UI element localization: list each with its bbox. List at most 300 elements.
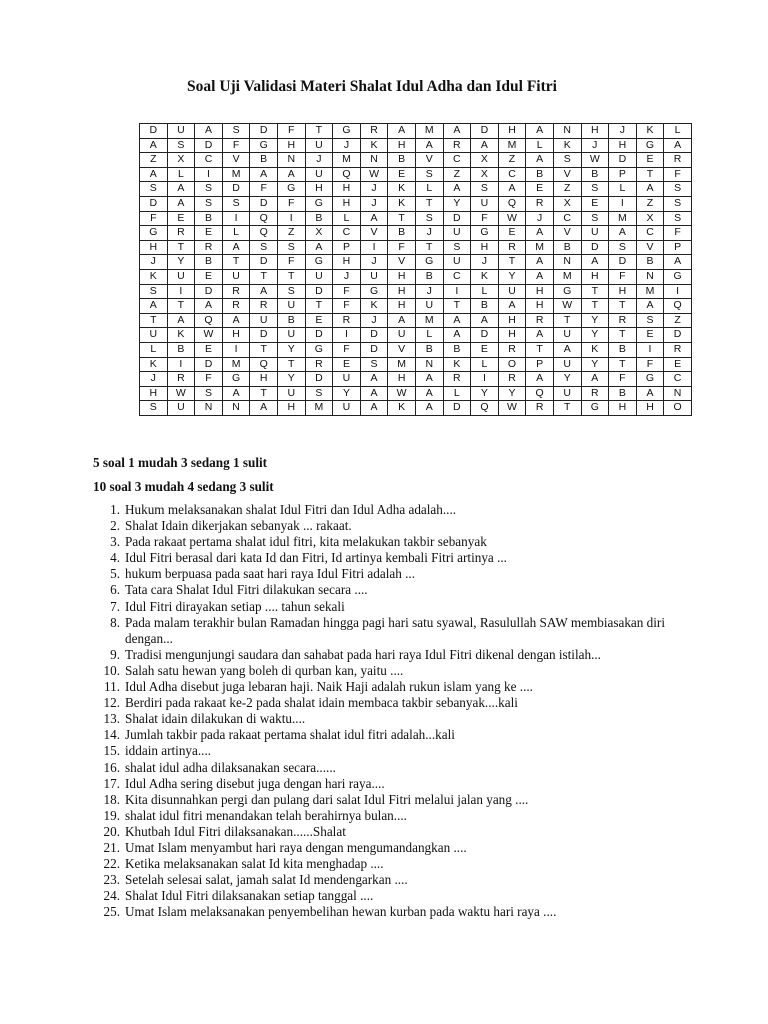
question-item — [95, 502, 685, 518]
grid-cell: S — [360, 357, 388, 372]
grid-cell: A — [222, 386, 250, 401]
grid-cell: C — [195, 153, 223, 168]
grid-cell: T — [305, 299, 333, 314]
grid-cell: M — [636, 284, 664, 299]
grid-cell: H — [333, 196, 361, 211]
question-text: Shalat Idul Fitri dilaksanakan setiap tanggal .... — [125, 888, 374, 904]
question-item — [95, 599, 685, 615]
grid-row — [140, 196, 692, 211]
grid-row — [140, 226, 692, 241]
grid-cell: E — [471, 342, 499, 357]
question-item — [95, 695, 685, 711]
grid-cell: R — [360, 124, 388, 139]
grid-cell: E — [305, 313, 333, 328]
grid-cell: C — [664, 372, 692, 387]
grid-cell: R — [195, 240, 223, 255]
grid-row — [140, 299, 692, 314]
grid-cell: H — [277, 138, 305, 153]
section-heading-5-soal: 5 soal 1 mudah 3 sedang 1 sulit — [93, 455, 268, 470]
grid-cell: J — [609, 124, 637, 139]
question-number: 5. — [110, 566, 120, 582]
question-number: 12. — [103, 695, 120, 711]
grid-cell: A — [415, 372, 443, 387]
grid-cell: S — [471, 182, 499, 197]
grid-cell: S — [664, 182, 692, 197]
grid-cell: X — [167, 153, 195, 168]
grid-cell: R — [498, 240, 526, 255]
grid-row — [140, 138, 692, 153]
grid-cell: F — [664, 167, 692, 182]
grid-cell: H — [581, 269, 609, 284]
grid-cell: R — [526, 313, 554, 328]
grid-cell: B — [195, 211, 223, 226]
grid-cell: D — [305, 372, 333, 387]
grid-cell: H — [388, 299, 416, 314]
grid-cell: A — [636, 386, 664, 401]
grid-cell: B — [636, 255, 664, 270]
grid-cell: D — [609, 153, 637, 168]
grid-cell: Y — [581, 313, 609, 328]
grid-cell: R — [581, 386, 609, 401]
grid-cell: R — [167, 372, 195, 387]
grid-cell: E — [636, 328, 664, 343]
question-item — [95, 872, 685, 888]
grid-cell: S — [305, 386, 333, 401]
grid-cell: B — [250, 153, 278, 168]
question-text: Umat Islam menyambut hari raya dengan mengumandangkan .... — [125, 839, 467, 855]
grid-cell: S — [664, 211, 692, 226]
grid-cell: H — [250, 372, 278, 387]
grid-cell: A — [443, 328, 471, 343]
grid-cell: A — [222, 240, 250, 255]
grid-cell: I — [222, 342, 250, 357]
grid-cell: K — [388, 182, 416, 197]
grid-cell: Q — [250, 357, 278, 372]
grid-cell: Z — [443, 167, 471, 182]
grid-cell: B — [609, 342, 637, 357]
grid-cell: A — [250, 401, 278, 416]
question-text: Shalat idain dilakukan di waktu.... — [125, 711, 306, 727]
grid-cell: S — [609, 240, 637, 255]
grid-cell: R — [664, 153, 692, 168]
grid-cell: A — [443, 313, 471, 328]
grid-cell: T — [443, 299, 471, 314]
grid-cell: Y — [443, 196, 471, 211]
grid-cell: X — [636, 211, 664, 226]
grid-cell: N — [195, 401, 223, 416]
question-number: 4. — [110, 550, 120, 566]
grid-cell: A — [443, 182, 471, 197]
grid-cell: U — [553, 386, 581, 401]
grid-cell: T — [609, 328, 637, 343]
grid-cell: A — [581, 255, 609, 270]
grid-cell: J — [360, 255, 388, 270]
grid-cell: U — [443, 255, 471, 270]
grid-cell: R — [167, 226, 195, 241]
grid-cell: T — [250, 386, 278, 401]
question-item — [95, 824, 685, 840]
grid-row — [140, 167, 692, 182]
grid-cell: R — [498, 342, 526, 357]
grid-cell: J — [415, 226, 443, 241]
grid-cell: C — [333, 226, 361, 241]
grid-cell: C — [498, 167, 526, 182]
grid-cell: H — [526, 299, 554, 314]
grid-cell: A — [140, 299, 168, 314]
grid-cell: U — [498, 284, 526, 299]
grid-cell: C — [443, 153, 471, 168]
grid-cell: D — [360, 342, 388, 357]
grid-cell: B — [195, 255, 223, 270]
grid-cell: R — [609, 313, 637, 328]
grid-cell: E — [167, 211, 195, 226]
grid-cell: T — [526, 342, 554, 357]
grid-cell: N — [277, 153, 305, 168]
grid-cell: H — [636, 401, 664, 416]
grid-cell: A — [664, 138, 692, 153]
grid-cell: A — [167, 313, 195, 328]
question-number: 21. — [103, 839, 120, 855]
grid-cell: D — [140, 124, 168, 139]
grid-cell: A — [222, 313, 250, 328]
grid-cell: D — [140, 196, 168, 211]
grid-cell: H — [498, 313, 526, 328]
grid-cell: J — [360, 182, 388, 197]
question-item — [95, 615, 685, 647]
grid-cell: S — [167, 138, 195, 153]
grid-cell: U — [415, 299, 443, 314]
grid-cell: H — [277, 401, 305, 416]
grid-cell: W — [498, 211, 526, 226]
question-text: Pada rakaat pertama shalat idul fitri, kita melakukan takbir sebanyak — [125, 534, 487, 550]
grid-row — [140, 372, 692, 387]
grid-cell: T — [609, 357, 637, 372]
grid-cell: L — [609, 182, 637, 197]
grid-row — [140, 342, 692, 357]
question-item — [95, 776, 685, 792]
grid-cell: H — [305, 182, 333, 197]
grid-cell: W — [195, 328, 223, 343]
grid-cell: A — [498, 182, 526, 197]
grid-cell: K — [388, 401, 416, 416]
grid-cell: Y — [498, 269, 526, 284]
question-text: Hukum melaksanakan shalat Idul Fitri dan Idul Adha adalah.... — [125, 502, 457, 517]
grid-cell: T — [415, 240, 443, 255]
question-item — [95, 711, 685, 727]
grid-cell: Y — [581, 328, 609, 343]
grid-cell: U — [553, 357, 581, 372]
grid-cell: T — [553, 401, 581, 416]
grid-cell: R — [526, 401, 554, 416]
grid-cell: T — [140, 313, 168, 328]
grid-cell: K — [636, 124, 664, 139]
question-number: 6. — [110, 582, 120, 598]
grid-cell: G — [415, 255, 443, 270]
grid-cell: A — [581, 372, 609, 387]
grid-cell: D — [305, 328, 333, 343]
grid-cell: K — [360, 299, 388, 314]
grid-cell: R — [498, 372, 526, 387]
grid-cell: S — [636, 313, 664, 328]
grid-cell: F — [333, 299, 361, 314]
grid-cell: T — [636, 167, 664, 182]
grid-cell: V — [415, 153, 443, 168]
grid-cell: J — [333, 138, 361, 153]
page-title — [0, 78, 768, 96]
grid-cell: W — [388, 386, 416, 401]
question-number: 24. — [103, 888, 120, 904]
question-item — [95, 566, 685, 582]
question-number: 16. — [103, 759, 120, 775]
grid-cell: A — [415, 386, 443, 401]
grid-cell: T — [277, 269, 305, 284]
question-item — [95, 840, 685, 856]
grid-cell: L — [526, 138, 554, 153]
grid-cell: A — [415, 401, 443, 416]
grid-cell: L — [333, 211, 361, 226]
grid-cell: W — [360, 167, 388, 182]
grid-cell: K — [167, 328, 195, 343]
grid-cell: D — [195, 138, 223, 153]
grid-cell: T — [167, 299, 195, 314]
grid-cell: G — [305, 196, 333, 211]
grid-cell: D — [443, 401, 471, 416]
grid-cell: Z — [498, 153, 526, 168]
grid-cell: I — [195, 167, 223, 182]
grid-cell: L — [222, 226, 250, 241]
grid-cell: S — [195, 182, 223, 197]
grid-cell: U — [305, 269, 333, 284]
grid-cell: U — [471, 196, 499, 211]
grid-cell: F — [277, 196, 305, 211]
grid-row — [140, 284, 692, 299]
grid-cell: R — [250, 299, 278, 314]
grid-cell: J — [140, 255, 168, 270]
grid-cell: O — [664, 401, 692, 416]
grid-cell: S — [140, 182, 168, 197]
grid-cell: K — [471, 269, 499, 284]
grid-cell: B — [415, 269, 443, 284]
question-number: 15. — [103, 743, 120, 759]
grid-cell: A — [360, 211, 388, 226]
grid-cell: K — [581, 342, 609, 357]
grid-cell: D — [250, 255, 278, 270]
question-number: 11. — [104, 679, 120, 695]
grid-cell: A — [360, 386, 388, 401]
grid-cell: G — [664, 269, 692, 284]
grid-cell: U — [250, 313, 278, 328]
grid-cell: A — [305, 240, 333, 255]
question-number: 10. — [103, 662, 120, 678]
grid-cell: F — [471, 211, 499, 226]
question-text: Tradisi mengunjungi saudara dan sahabat pada hari raya Idul Fitri dikenal dengan istilah... — [125, 646, 601, 662]
grid-cell: F — [195, 372, 223, 387]
grid-cell: J — [415, 284, 443, 299]
grid-cell: S — [222, 124, 250, 139]
grid-cell: U — [305, 138, 333, 153]
grid-cell: I — [443, 284, 471, 299]
grid-cell: K — [360, 138, 388, 153]
grid-cell: U — [360, 269, 388, 284]
grid-cell: T — [305, 124, 333, 139]
grid-cell: F — [222, 138, 250, 153]
question-number: 17. — [103, 775, 120, 791]
grid-cell: Z — [277, 226, 305, 241]
grid-cell: V — [553, 167, 581, 182]
grid-cell: T — [553, 313, 581, 328]
grid-cell: J — [581, 138, 609, 153]
grid-cell: S — [140, 401, 168, 416]
grid-cell: L — [443, 386, 471, 401]
grid-cell: F — [140, 211, 168, 226]
grid-cell: Q — [195, 313, 223, 328]
grid-cell: M — [553, 269, 581, 284]
grid-cell: S — [195, 386, 223, 401]
grid-cell: P — [664, 240, 692, 255]
grid-cell: H — [498, 124, 526, 139]
grid-cell: R — [443, 372, 471, 387]
grid-cell: A — [388, 124, 416, 139]
grid-cell: Q — [333, 167, 361, 182]
grid-cell: F — [277, 255, 305, 270]
grid-cell: M — [526, 240, 554, 255]
grid-cell: G — [553, 284, 581, 299]
grid-cell: E — [195, 269, 223, 284]
question-number: 19. — [103, 807, 120, 823]
grid-cell: M — [222, 357, 250, 372]
grid-cell: H — [609, 401, 637, 416]
grid-cell: G — [305, 342, 333, 357]
grid-cell: T — [222, 255, 250, 270]
grid-cell: E — [526, 182, 554, 197]
grid-cell: Q — [250, 226, 278, 241]
question-item — [95, 743, 685, 759]
question-text: Tata cara Shalat Idul Fitri dilakukan secara .... — [125, 582, 368, 598]
question-text: shalat idul fitri menandakan telah berahirnya bulan.... — [125, 807, 407, 823]
grid-cell: N — [222, 401, 250, 416]
grid-cell: Y — [333, 386, 361, 401]
grid-cell: C — [443, 269, 471, 284]
grid-cell: I — [664, 284, 692, 299]
grid-cell: Y — [471, 386, 499, 401]
grid-cell: A — [471, 138, 499, 153]
question-text: Shalat Idain dikerjakan sebanyak ... rakaat. — [125, 518, 352, 534]
grid-cell: B — [609, 386, 637, 401]
grid-cell: Y — [498, 386, 526, 401]
grid-cell: A — [415, 138, 443, 153]
grid-cell: G — [471, 226, 499, 241]
grid-cell: A — [167, 196, 195, 211]
grid-cell: S — [277, 284, 305, 299]
grid-cell: H — [140, 240, 168, 255]
question-item — [95, 888, 685, 904]
question-text: Idul Fitri berasal dari kata Id dan Fitri, Id artinya kembali Fitri artinya ... — [125, 550, 507, 566]
grid-cell: B — [471, 299, 499, 314]
grid-cell: O — [498, 357, 526, 372]
grid-cell: H — [498, 328, 526, 343]
grid-cell: A — [195, 299, 223, 314]
question-text: Salah satu hewan yang boleh di qurban kan, yaitu .... — [125, 662, 404, 678]
question-text: iddain artinya.... — [125, 743, 212, 759]
grid-cell: V — [388, 342, 416, 357]
grid-cell: A — [360, 372, 388, 387]
grid-cell: N — [415, 357, 443, 372]
grid-cell: A — [553, 342, 581, 357]
grid-cell: D — [360, 328, 388, 343]
question-number: 22. — [103, 856, 120, 872]
grid-cell: M — [388, 357, 416, 372]
question-number: 18. — [103, 791, 120, 807]
grid-cell: T — [250, 342, 278, 357]
grid-cell: T — [581, 299, 609, 314]
question-number: 25. — [103, 904, 120, 920]
grid-cell: S — [443, 240, 471, 255]
grid-cell: K — [140, 357, 168, 372]
grid-cell: X — [471, 153, 499, 168]
grid-cell: B — [581, 167, 609, 182]
grid-cell: X — [553, 196, 581, 211]
grid-cell: R — [526, 196, 554, 211]
grid-cell: P — [526, 357, 554, 372]
grid-cell: G — [581, 401, 609, 416]
grid-cell: S — [195, 196, 223, 211]
grid-cell: A — [471, 313, 499, 328]
question-number: 8. — [110, 614, 120, 630]
grid-cell: U — [167, 401, 195, 416]
grid-cell: J — [140, 372, 168, 387]
question-item — [95, 679, 685, 695]
grid-cell: D — [250, 196, 278, 211]
grid-cell: K — [553, 138, 581, 153]
grid-cell: H — [222, 328, 250, 343]
grid-cell: V — [388, 255, 416, 270]
grid-cell: U — [553, 328, 581, 343]
grid-row — [140, 182, 692, 197]
grid-cell: J — [360, 196, 388, 211]
grid-cell: J — [526, 211, 554, 226]
grid-cell: I — [167, 357, 195, 372]
grid-cell: F — [636, 357, 664, 372]
grid-cell: D — [250, 328, 278, 343]
grid-cell: S — [664, 196, 692, 211]
grid-cell: U — [277, 386, 305, 401]
grid-cell: A — [609, 226, 637, 241]
grid-cell: L — [664, 124, 692, 139]
grid-cell: I — [167, 284, 195, 299]
grid-cell: I — [609, 196, 637, 211]
grid-cell: U — [277, 328, 305, 343]
question-item — [95, 582, 685, 598]
grid-cell: A — [636, 182, 664, 197]
grid-cell: B — [526, 167, 554, 182]
grid-cell: D — [305, 284, 333, 299]
grid-row — [140, 124, 692, 139]
grid-cell: Y — [167, 255, 195, 270]
grid-cell: H — [388, 372, 416, 387]
grid-cell: A — [277, 167, 305, 182]
grid-cell: A — [443, 124, 471, 139]
grid-cell: X — [471, 167, 499, 182]
grid-cell: D — [664, 328, 692, 343]
grid-cell: B — [553, 240, 581, 255]
grid-cell: A — [167, 182, 195, 197]
grid-cell: Q — [250, 211, 278, 226]
grid-cell: R — [664, 342, 692, 357]
question-list — [95, 502, 685, 920]
grid-cell: A — [664, 255, 692, 270]
grid-cell: A — [526, 124, 554, 139]
grid-cell: H — [388, 284, 416, 299]
